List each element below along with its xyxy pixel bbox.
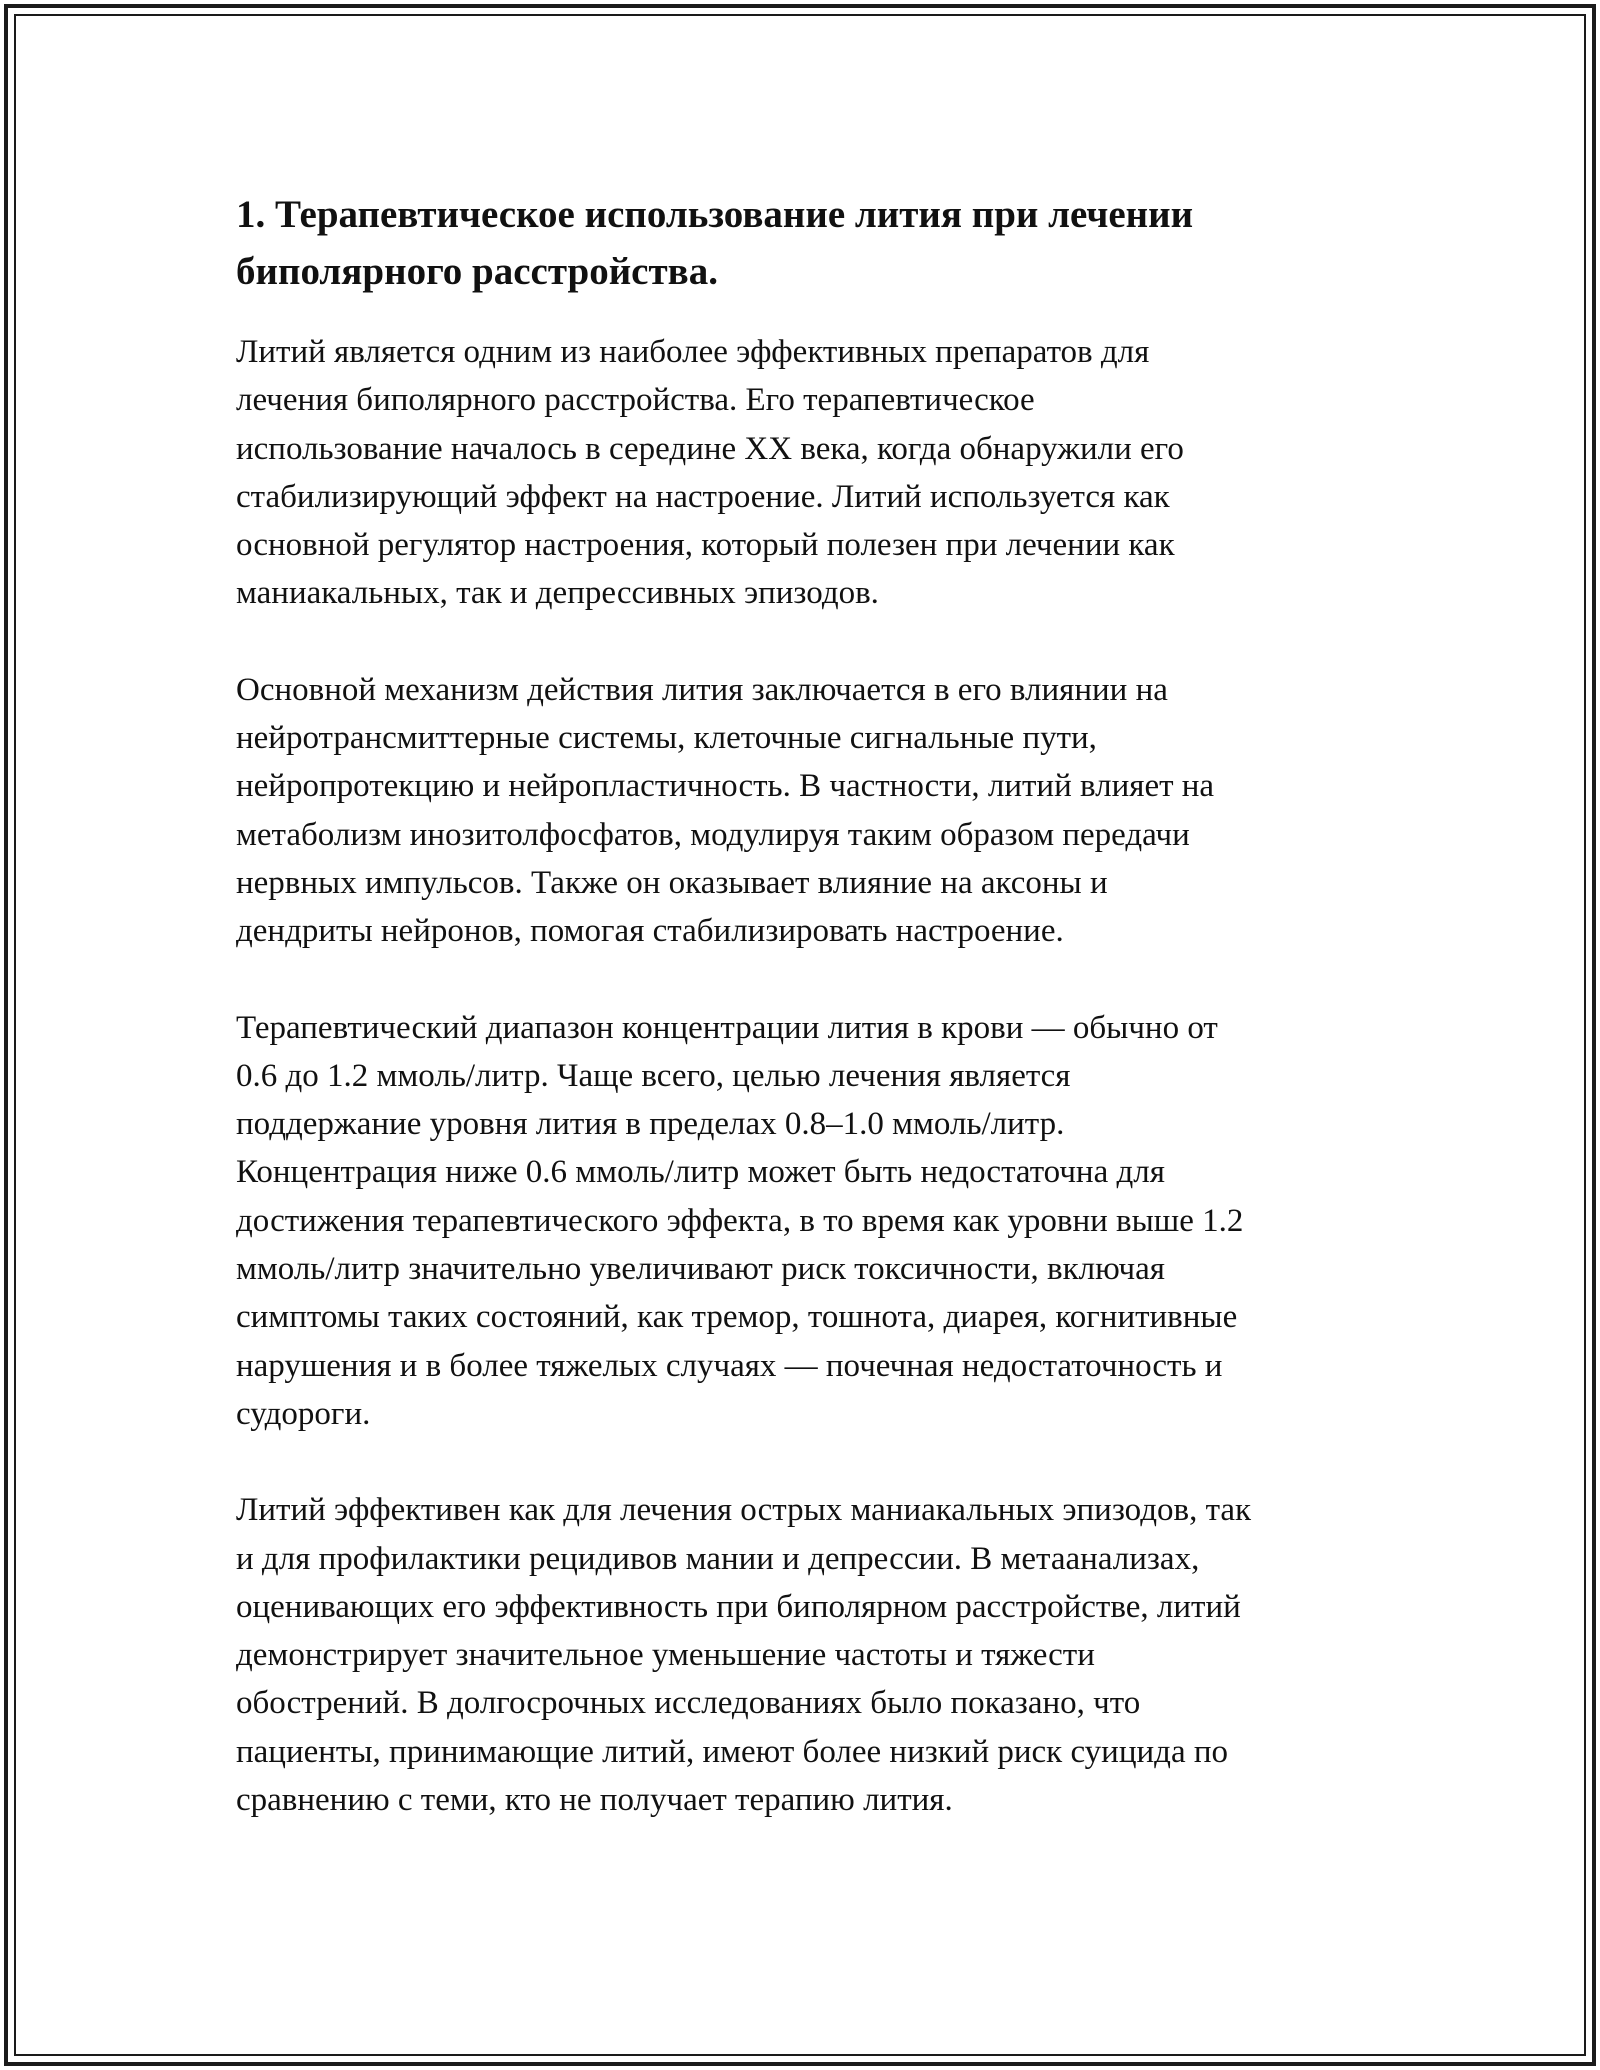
paragraph-line: нарушения и в более тяжелых случаях — почечная недостаточность и — [236, 1347, 1223, 1384]
paragraph-line: основной регулятор настроения, который полезен при лечении как — [236, 527, 1175, 564]
paragraph-therapeutic-range — [236, 1004, 1416, 1439]
paragraph-line: Терапевтический диапазон концентрации лития в крови — обычно от — [236, 1009, 1218, 1046]
paragraph-line: нейротрансмиттерные системы, клеточные сигнальные пути, — [236, 720, 1097, 757]
paragraph-line: нейропротекцию и нейропластичность. В частности, литий влияет на — [236, 768, 1215, 805]
paragraph-line: маниакальных, так и депрессивных эпизодов. — [236, 575, 879, 612]
paragraph-line: нервных импульсов. Также он оказывает влияние на аксоны и — [236, 864, 1108, 901]
paragraph-line: 0.6 до 1.2 ммоль/литр. Чаще всего, целью лечения является — [236, 1057, 1071, 1094]
paragraph-line: ммоль/литр значительно увеличивают риск токсичности, включая — [236, 1251, 1165, 1288]
paragraph-line: оценивающих его эффективность при биполярном расстройстве, литий — [236, 1588, 1241, 1625]
paragraph-line: Литий эффективен как для лечения острых маниакальных эпизодов, так — [236, 1492, 1252, 1529]
paragraph-line: Основной механизм действия лития заключается в его влиянии на — [236, 671, 1168, 708]
paragraph-line: Литий является одним из наиболее эффективных препаратов для — [236, 334, 1150, 370]
paragraph-line: пациенты, принимающие литий, имеют более низкий риск суицида по — [236, 1733, 1228, 1770]
paragraph-line: симптомы таких состояний, как тремор, тошнота, диарея, когнитивные — [236, 1299, 1238, 1336]
heading-line: биполярного расстройства. — [236, 250, 718, 293]
paragraph-line: поддержание уровня лития в пределах 0.8–1.0 ммоль/литр. — [236, 1106, 1065, 1143]
paragraph-mechanism — [236, 666, 1416, 956]
paragraph-line: дендриты нейронов, помогая стабилизировать настроение. — [236, 913, 1064, 950]
paragraph-line: стабилизирующий эффект на настроение. Литий используется как — [236, 478, 1170, 515]
heading-line: 1. Терапевтическое использование лития при лечении — [236, 193, 1194, 236]
document-body — [236, 186, 1416, 1872]
paragraph-efficacy — [236, 1486, 1416, 1824]
paragraph-line: достижения терапевтического эффекта, в то время как уровни выше 1.2 — [236, 1202, 1244, 1239]
paragraph-line: использование началось в середине XX века, когда обнаружили его — [236, 430, 1184, 467]
paragraph-line: Концентрация ниже 0.6 ммоль/литр может быть недостаточна для — [236, 1154, 1165, 1191]
paragraph-line: обострений. В долгосрочных исследованиях было показано, что — [236, 1685, 1141, 1722]
paragraph-line: лечения биполярного расстройства. Его терапевтическое — [236, 382, 1035, 419]
paragraph-line: демонстрирует значительное уменьшение частоты и тяжести — [236, 1637, 1095, 1674]
paragraph-lithium-overview — [236, 328, 1416, 618]
paragraph-line: метаболизм инозитолфосфатов, модулируя таким образом передачи — [236, 816, 1190, 853]
section-heading — [236, 186, 1416, 300]
paragraph-line: и для профилактики рецидивов мании и депрессии. В метаанализах, — [236, 1540, 1200, 1577]
paragraph-line: сравнению с теми, кто не получает терапию лития. — [236, 1782, 953, 1819]
paragraph-line: судороги. — [236, 1395, 371, 1432]
